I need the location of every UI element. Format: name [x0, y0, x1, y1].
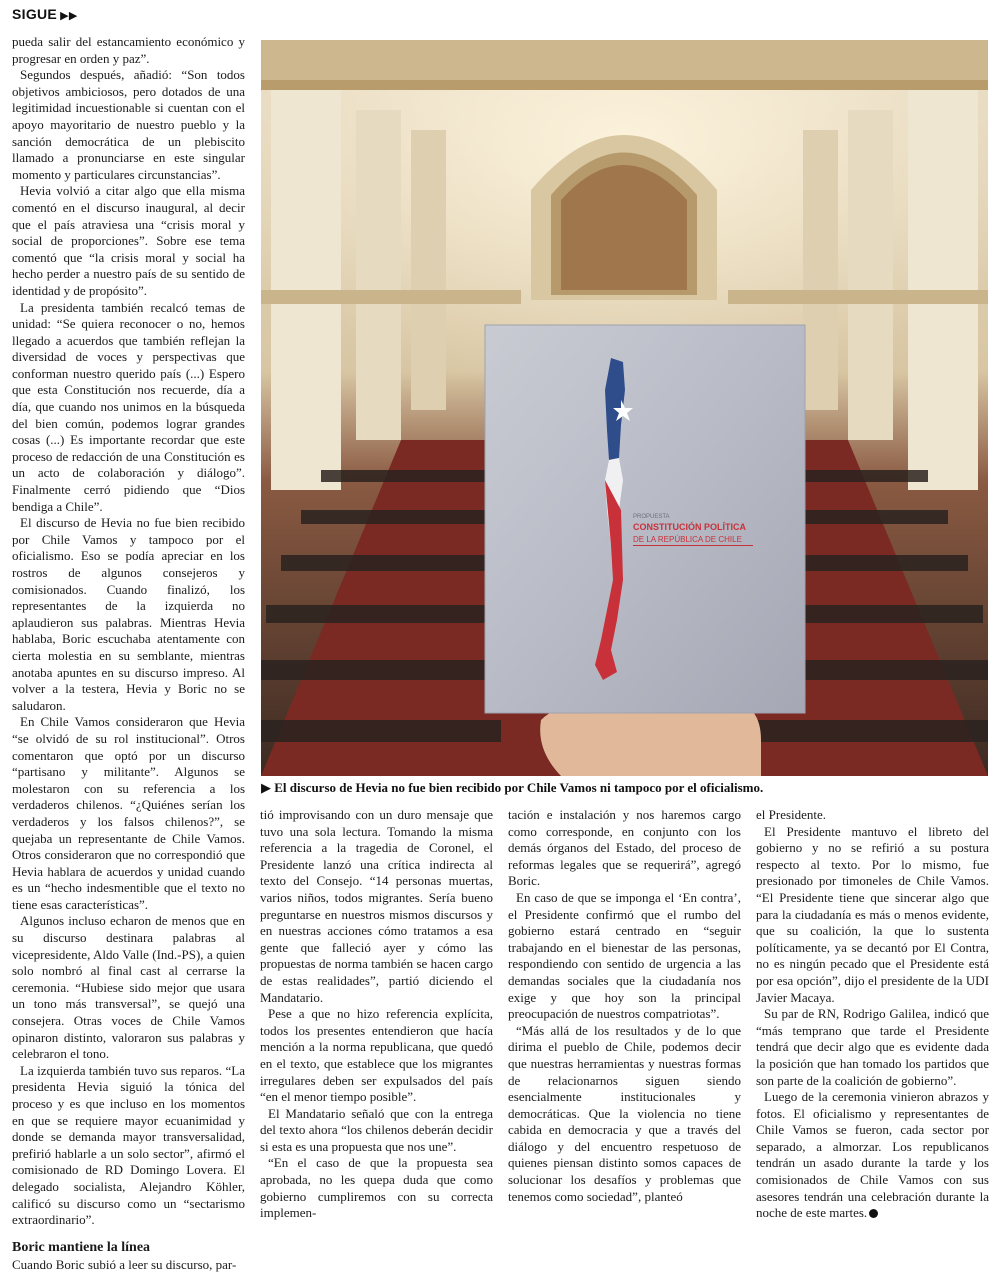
sigue-text: SIGUE [12, 6, 58, 22]
paragraph: “Más allá de los resultados y de lo que dirima el pueblo de Chile, podemos decir que nuestras herramientas y nuestras formas de relacionarnos siguen siendo esencialmente institucionales y democráticas. Que la violencia no tiene cabida en democracia y que a través del diálogo y del encuentro respetuoso de quienes piensan distinto somos capaces de solucionar los desafíos y problemas que tenemos como sociedad”, planteó [508, 1022, 741, 1204]
paragraph: pueda salir del estancamiento económico y progresar en orden y paz”. [12, 34, 245, 66]
article-column-1 [12, 34, 245, 1273]
photo-caption [261, 780, 988, 796]
paragraph: La presidenta también recalcó temas de unidad: “Se quiera reconocer o no, hemos llegado a acuerdos que también reflejan la diversidad de voces y perspectivas que conforman nuestro querido país (...) Espero que esta Constitución nos recuerde, día a día, que cuando nos unimos en la búsqueda del bien común, podemos lograr grandes cosas (...) Es importante recordar que este proceso de redacción de una Constitución es un acto de colaboración y diálogo”. Finalmente cerró pidiendo que “Dios bendiga a Chile”. [12, 299, 245, 514]
constitution-book-cover [485, 325, 805, 713]
double-arrow-icon: ▶▶ [60, 10, 78, 22]
section-continues-label [12, 6, 78, 22]
photo-constitution-book [261, 40, 988, 776]
paragraph: En caso de que se imponga el ‘En contra’, el Presidente confirmó que el rumbo del gobierno estará centrado en “seguir trabajando en el bienestar de las personas, respondiendo con sentido de urgencia a las demandas sociales que la ciudadanía nos exige y que hoy son la principal preocupación de nuestros compatriotas”. [508, 889, 741, 1022]
article-column-2 [260, 807, 493, 1222]
paragraph: En Chile Vamos consideraron que Hevia “se olvidó de su rol institucional”. Otros comentaron que optó por un discurso “partisano y militante”. Algunos se molestaron con su referencia a los verdaderos chilenos. “¿Quiénes serían los verdaderos y los falsos chilenos?”, se quejaba un representante de Chile Vamos. Otros consideraron que no correspondió que Hevia hablara de acuerdos y unidad cuando es un “hecho indesmentible que el texto no tiene esas características”. [12, 714, 245, 912]
article-column-3 [508, 807, 741, 1205]
paragraph: Algunos incluso echaron de menos que en su discurso destinara palabras al vicepresidente, Aldo Valle (Ind.-PS), a quien solo nombró al final cast al cerrarse la ceremonia. “Hubiese sido mejor que usara un tono más transversal”, se quejó una consejera. Otras voces de Chile Vamos opinaron distinto, valoraron sus palabras y celebraron el tono. [12, 913, 245, 1062]
paragraph: Su par de RN, Rodrigo Galilea, indicó que “más temprano que tarde el Presidente tendrá que decir algo que es evidente dada la posición que han tomado los partidos que son parte de la coalición de gobierno”. [756, 1006, 989, 1088]
caption-arrow-icon: ▶ [261, 780, 271, 795]
caption-text: El discurso de Hevia no fue bien recibido por Chile Vamos ni tampoco por el oficialismo. [274, 780, 764, 795]
hall-photo-illustration [261, 40, 988, 776]
subheading: Boric mantiene la línea [12, 1239, 151, 1255]
paragraph: La izquierda también tuvo sus reparos. “La presidenta Hevia siguió la tónica del proceso y es que incluso en los momentos en que se requiere mayor ecuanimidad y donde se demanda mayor transversalidad, prefirió hablarle a un solo sector”, afirmó el comisionado de RD Domingo Lovera. El delegado socialista, Alejandro Köhler, calificó su discurso como un “sectarismo extraordinario”. [12, 1062, 245, 1228]
paragraph: “En el caso de que la propuesta sea aprobada, no les quepa duda que como gobierno cumpliremos con su correcta implemen- [260, 1155, 493, 1221]
paragraph: Segundos después, añadió: “Son todos objetivos ambiciosos, pero dotados de una legitimidad incuestionable si cuentan con el apoyo mayoritario de nuestro pueblo y la sanción democrática de un plebiscito llamado a pronunciarse en este singular momento y particulares circunstancias”. [12, 67, 245, 182]
paragraph: El discurso de Hevia no fue bien recibido por Chile Vamos y tampoco por el oficialismo. Eso se podía apreciar en los rostros de algunos consejeros y comisionados. Cuando finalizó, los representantes de la izquierda no aplaudieron sus palabras. Mientras Hevia hablaba, Boric escuchaba atentamente con cierta molestia en su semblante, mientras anotaba apuntes en su discurso impreso. Al volver a la testera, Hevia y Boric no se saludaron. [12, 515, 245, 713]
book-title-line1: CONSTITUCIÓN POLÍTICA [633, 522, 746, 532]
paragraph: tió improvisando con un duro mensaje que tuvo una sola lectura. Tomando la misma referencia a la tragedia de Coronel, el Presidente lanzó una crítica indirecta al texto del Consejo. “14 personas muertas, varios niños, todos migrantes. Sería bueno preguntarse en nuestros mismos discursos y en nuestras acciones cómo tratamos a esa gente que falleció ayer y cómo las propuestas de norma también se hacen cargo de estas realidades”, partió diciendo el Mandatario. [260, 807, 493, 1005]
paragraph: Hevia volvió a citar algo que ella misma comentó en el discurso inaugural, al decir que el país atraviesa una “crisis moral y social de proporciones”. Sobre ese tema comentó que “la crisis moral y social ha hecho perder a nuestro país de su sentido de identidad y de propósito”. [12, 183, 245, 298]
book-title-line2: DE LA REPÚBLICA DE CHILE [633, 535, 742, 544]
end-of-article-icon [869, 1209, 878, 1218]
paragraph: Cuando Boric subió a leer su discurso, par- [12, 1256, 237, 1272]
paragraph: Pese a que no hizo referencia explícita, todos los presentes entendieron que hacía mención a la norma republicana, que quedó en el texto, que establece que los migrantes irregulares deben ser expulsados del país “en el menor tiempo posible”. [260, 1006, 493, 1105]
paragraph: El Mandatario señaló que con la entrega del texto ahora “los chilenos deberán decidir si esta es una propuesta que nos une”. [260, 1105, 493, 1154]
paragraph: el Presidente. [756, 807, 827, 822]
paragraph [756, 1089, 989, 1222]
article-column-4 [756, 807, 989, 1222]
book-small-label: PROPUESTA [633, 514, 670, 520]
paragraph: El Presidente mantuvo el libreto del gobierno y no se refirió a su postura respecto al texto. Por lo mismo, fue presionado por timoneles de Chile Vamos. “El Presidente tiene que sincerar algo que para la ciudadanía es más o menos evidente, que su coalición, la que lo sustenta políticamente, ya se decantó por El Contra, no es ningún pecado que el Presidente está por esa opción”, dijo el presidente de la UDI Javier Macaya. [756, 823, 989, 1005]
paragraph: tación e instalación y nos haremos cargo como corresponde, en conjunto con los demás órganos del Estado, del proceso de reformas legales que se requerirá”, agregó Boric. [508, 807, 741, 889]
paragraph-text: Luego de la ceremonia vinieron abrazos y fotos. El oficialismo y representantes de Chile Vamos se fueron, cada sector por separado, a almorzar. Los republicanos tendrán un asado durante la tarde y los comisionados de Chile Vamos con sus asesores tendrán una celebración durante la noche de este martes. [756, 1089, 989, 1221]
